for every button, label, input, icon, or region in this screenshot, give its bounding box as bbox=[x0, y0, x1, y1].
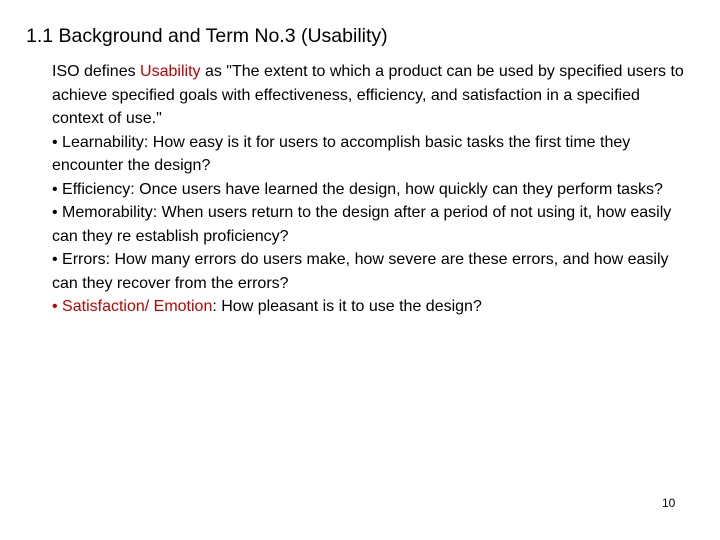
slide-body bbox=[52, 60, 692, 319]
page-number: 10 bbox=[662, 496, 676, 510]
satisfaction-term: • Satisfaction/ Emotion bbox=[52, 298, 213, 315]
satisfaction-text: : How pleasant is it to use the design? bbox=[212, 298, 482, 315]
slide-title: 1.1 Background and Term No.3 (Usability) bbox=[26, 25, 388, 47]
bullet-errors: • Errors: How many errors do users make, how severe are these errors, and how easily can they recover from the errors? bbox=[52, 251, 669, 292]
bullet-efficiency: • Efficiency: Once users have learned the design, how quickly can they perform tasks? bbox=[52, 180, 663, 198]
bullet-learnability: • Learnability: How easy is it for users to accomplish basic tasks the first time they encounter the design? bbox=[52, 133, 631, 174]
bullet-satisfaction bbox=[52, 295, 692, 319]
bullet-memorability: • Memorability: When users return to the design after a period of not using it, how easily can they re establish proficiency? bbox=[52, 204, 672, 245]
usability-term: Usability bbox=[140, 63, 201, 80]
definition-text: as "The extent to which a product can be used by specified users to achieve specified goals with effectiveness, efficiency, and satisfaction in a specified context of use." bbox=[52, 63, 684, 127]
iso-definition-paragraph bbox=[52, 60, 692, 131]
definition-prefix: ISO defines bbox=[52, 63, 141, 80]
